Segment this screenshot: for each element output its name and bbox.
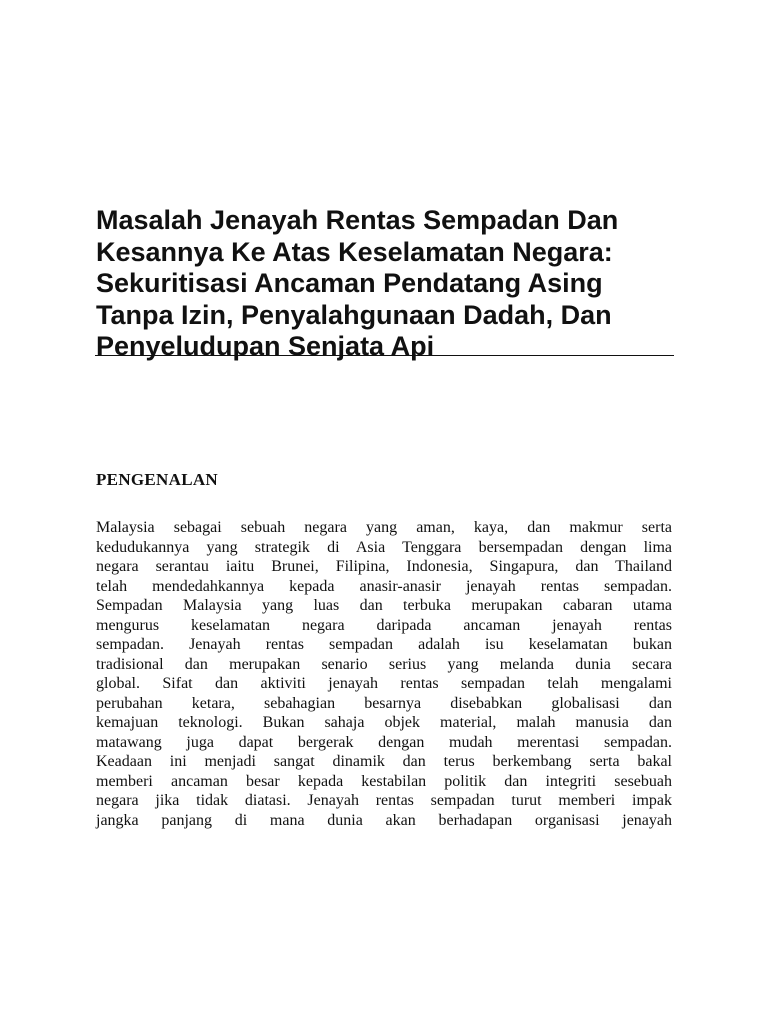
title-line: Kesannya Ke Atas Keselamatan Negara: bbox=[96, 236, 613, 267]
paragraph-line: Malaysia sebagai sebuah negara yang aman, kaya, dan makmur serta bbox=[96, 519, 672, 536]
title-line: Sekuritisasi Ancaman Pendatang Asing bbox=[96, 268, 603, 298]
paragraph-line: matawang juga dapat bergerak dengan mudah merentasi sempadan. bbox=[96, 733, 672, 751]
paragraph-line: kedudukannya yang strategik di Asia Tenggara bersempadan dengan lima bbox=[96, 538, 672, 556]
title-line: Masalah Jenayah Rentas Sempadan Dan bbox=[96, 205, 619, 235]
paragraph-line: sempadan. Jenayah rentas sempadan adalah isu keselamatan bukan bbox=[96, 636, 672, 653]
title-divider bbox=[95, 355, 674, 356]
section-heading: PENGENALAN bbox=[96, 470, 219, 489]
paragraph-line: negara jika tidak diatasi. Jenayah rentas sempadan turut memberi impak bbox=[96, 792, 672, 809]
paragraph-line: Sempadan Malaysia yang luas dan terbuka merupakan cabaran utama bbox=[96, 597, 672, 614]
title-line: Penyeludupan Senjata Api bbox=[96, 331, 435, 361]
paragraph-line: telah mendedahkannya kepada anasir-anasir jenayah rentas sempadan. bbox=[96, 577, 672, 595]
paragraph-line: kemajuan teknologi. Bukan sahaja objek material, malah manusia dan bbox=[96, 714, 672, 731]
paragraph-line: Keadaan ini menjadi sangat dinamik dan terus berkembang serta bakal bbox=[96, 753, 672, 770]
paragraph-line: memberi ancaman besar kepada kestabilan politik dan integriti sesebuah bbox=[96, 772, 672, 790]
paragraph-line: perubahan ketara, sebahagian besarnya disebabkan globalisasi dan bbox=[96, 694, 672, 712]
document-title bbox=[96, 205, 686, 363]
paragraph-line: tradisional dan merupakan senario serius yang melanda dunia secara bbox=[96, 655, 672, 673]
paragraph-line: jangka panjang di mana dunia akan berhadapan organisasi jenayah bbox=[96, 811, 672, 829]
paragraph-line: mengurus keselamatan negara daripada ancaman jenayah rentas bbox=[96, 616, 672, 634]
paragraph-line: negara serantau iaitu Brunei, Filipina, Indonesia, Singapura, dan Thailand bbox=[96, 558, 672, 575]
body-paragraph bbox=[96, 518, 672, 830]
title-line: Tanpa Izin, Penyalahgunaan Dadah, Dan bbox=[96, 299, 612, 330]
paragraph-line: global. Sifat dan aktiviti jenayah rentas sempadan telah mengalami bbox=[96, 675, 672, 692]
